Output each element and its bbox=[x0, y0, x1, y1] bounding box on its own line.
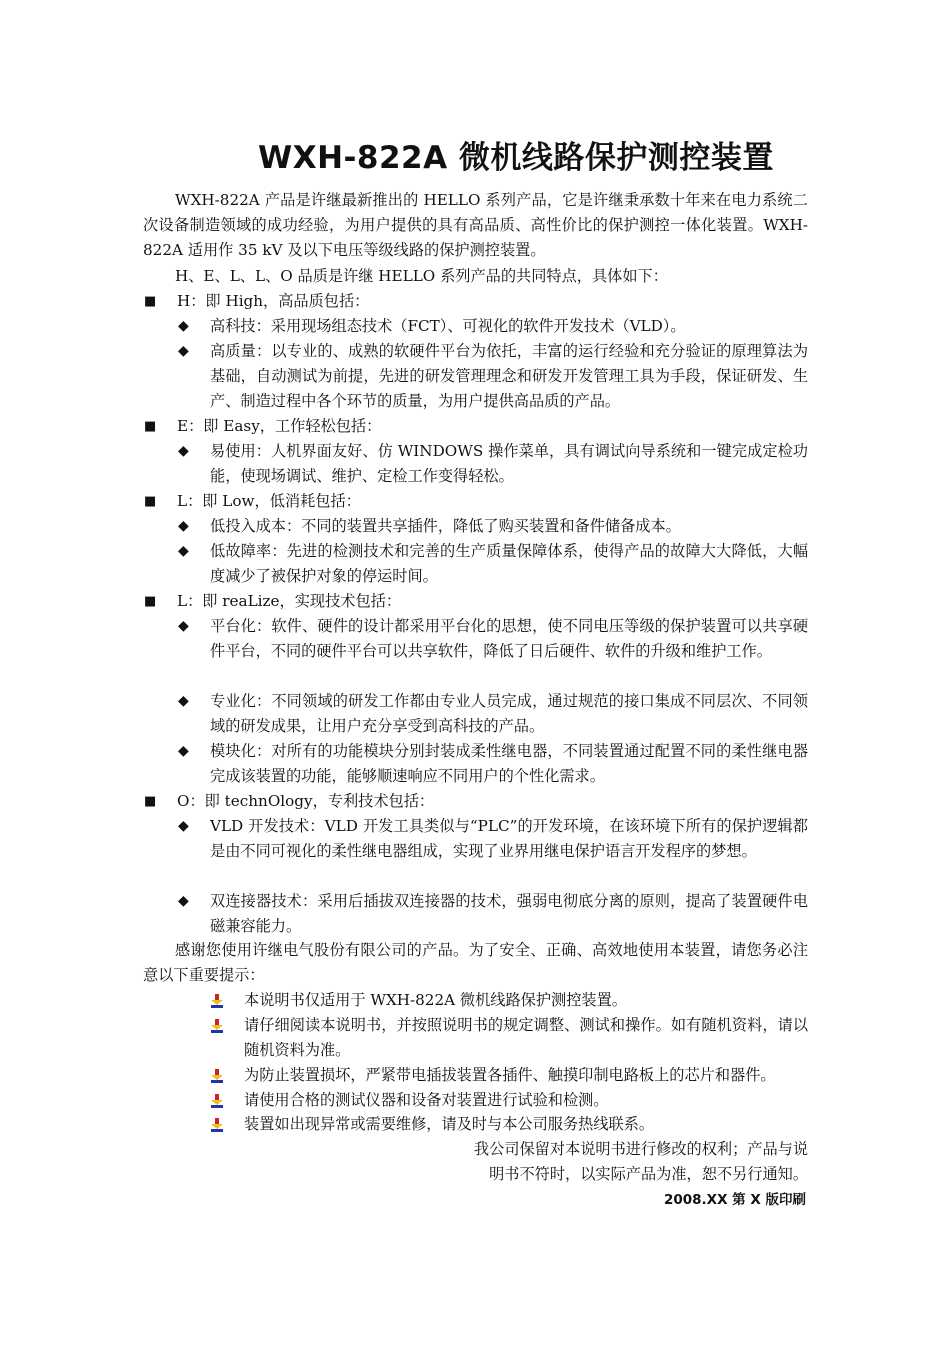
intro-paragraph-2: H、E、L、L、O 品质是许继 HELLO 系列产品的共同特点，具体如下： bbox=[175, 267, 668, 285]
diamond-bullet-icon: ◆ bbox=[178, 618, 189, 634]
diamond-bullet-icon: ◆ bbox=[178, 318, 189, 334]
arrow-down-icon bbox=[210, 1118, 224, 1132]
square-bullet-icon: ■ bbox=[144, 594, 157, 609]
document-page: WXH-822A 微机线路保护测控装置 WXH-822A 产品是许继最新推出的 HELLO 系列产品，它是许继秉承数十年来在电力系统二次设备制造领域的成功经验，为用户提供的具有高品质、高性价比的保护测控一体化装置。WXH-822A 适用作 35 kV 及以下电压等级线路的保护测控装置。 H、E、L、L、O 品质是许继 HELLO 系列产品的共同特点，具体如下： ■ H：即 High，高品质包括： ◆ 高科技：采用现场组态技术（FCT）、可视化的软件开发技术（VLD）。 ◆ 高质量：以专业的、成熟的软硬件平台为依托，丰富的运行经验和充分验证的原理算法为基础，自动测试为前提，先进的研发管理理念和研发开发管理工具为手段，保证研发、生产、制造过程中各个环节的质量，为用户提供高品质的产品。 ■ E：即 Easy，工作轻松包括： ◆ 易使用：人机界面友好、仿 WINDOWS 操作菜单，具有调试向导系统和一键完成定检功能，使现场调试、维护、定检工作变得轻松。 ■ L：即 Low，低消耗包括： ◆ 低投入成本：不同的装置共享插件，降低了购买装置和备件储备成本。 ◆ 低故障率：先进的检测技术和完善的生产质量保障体系，使得产品的故障大大降低，大幅度减少了被保护对象的停运时间。 ■ L：即 reaLize，实现技术包括： ◆ 平台化：软件、硬件的设计都采用平台化的思想，使不同电压等级的保护装置可以共享硬件平台，不同的硬件平台可以共享软件，降低了日后硬件、软件的升级和维护工作。 ◆ 专业化：不同领域的研发工作都由专业人员完成，通过规范的接口集成不同层次、不同领域的研发成果，让用户充分享受到高科技的产品。 ◆ 模块化：对所有的功能模块分别封装成柔性继电器，不同装置通过配置不同的柔性继电器完成该装置的功能，能够顺速响应不同用户的个性化需求。 ■ O：即 technOlogy，专利技术包括： ◆ VLD 开发技术：VLD 开发工具类似与“PLC”的开发环境，在该环境下所有的保护逻辑都是由不同可视化的柔性继电器组成，实现了业界用继电保护语言开发程序的梦想。 ◆ 双连接器技术：采用后插拔双连接器的技术，强弱电彻底分离的原则，提高了装置硬件电磁兼容能力。 感谢您使用许继电气股份有限公司的产品。为了安全、正确、高效地使用本装置，请您务必注意以下重要提示： 本说明书仅适用于 WXH-822A 微机线路保护测控装置。 请仔细阅读本说明书，并按照说明书的规定调整、测试和操作。如有随机资料，请以随机资料为准。 为防止装置损坏，严紧带电插拔装置各插件、触摸印制电路板上的芯片和器件。 请使用合格的测试仪器和设备对装置进行试验和检测。 装置如出现异常或需要维修，请及时与本公司服务热线联系。 我公司保留对本说明书进行修改的权利；产品与说 明书不符时，以实际产品为准，恕不另行通知。 2008.XX 第 X 版印刷 bbox=[0, 0, 950, 1345]
reserve-rights-line-1: 我公司保留对本说明书进行修改的权利；产品与说 bbox=[473, 1140, 808, 1158]
square-bullet-icon: ■ bbox=[144, 494, 157, 509]
diamond-bullet-icon: ◆ bbox=[178, 518, 189, 534]
notice-intro: 感谢您使用许继电气股份有限公司的产品。为了安全、正确、高效地使用本装置，请您务必注意以下重要提示： bbox=[143, 941, 808, 984]
print-edition-note: 2008.XX 第 X 版印刷 bbox=[663, 1192, 806, 1208]
diamond-bullet-icon: ◆ bbox=[178, 343, 189, 359]
arrow-down-icon bbox=[210, 994, 224, 1008]
arrow-down-icon bbox=[210, 1069, 224, 1083]
intro-paragraph-1: WXH-822A 产品是许继最新推出的 HELLO 系列产品，它是许继秉承数十年来在电力系统二次设备制造领域的成功经验，为用户提供的具有高品质、高性价比的保护测控一体化装置。WXH-822A 适用作 35 kV 及以下电压等级线路的保护测控装置。 bbox=[143, 191, 808, 259]
diamond-bullet-icon: ◆ bbox=[178, 543, 189, 559]
square-bullet-icon: ■ bbox=[144, 419, 157, 434]
document-title: WXH-822A 微机线路保护测控装置 bbox=[258, 140, 774, 176]
square-bullet-icon: ■ bbox=[144, 294, 157, 309]
diamond-bullet-icon: ◆ bbox=[178, 743, 189, 759]
diamond-bullet-icon: ◆ bbox=[178, 818, 189, 834]
reserve-rights-line-2: 明书不符时，以实际产品为准，恕不另行通知。 bbox=[489, 1165, 808, 1183]
arrow-down-icon bbox=[210, 1094, 224, 1108]
diamond-bullet-icon: ◆ bbox=[178, 893, 189, 909]
diamond-bullet-icon: ◆ bbox=[178, 693, 189, 709]
square-bullet-icon: ■ bbox=[144, 794, 157, 809]
arrow-down-icon bbox=[210, 1019, 224, 1033]
diamond-bullet-icon: ◆ bbox=[178, 443, 189, 459]
